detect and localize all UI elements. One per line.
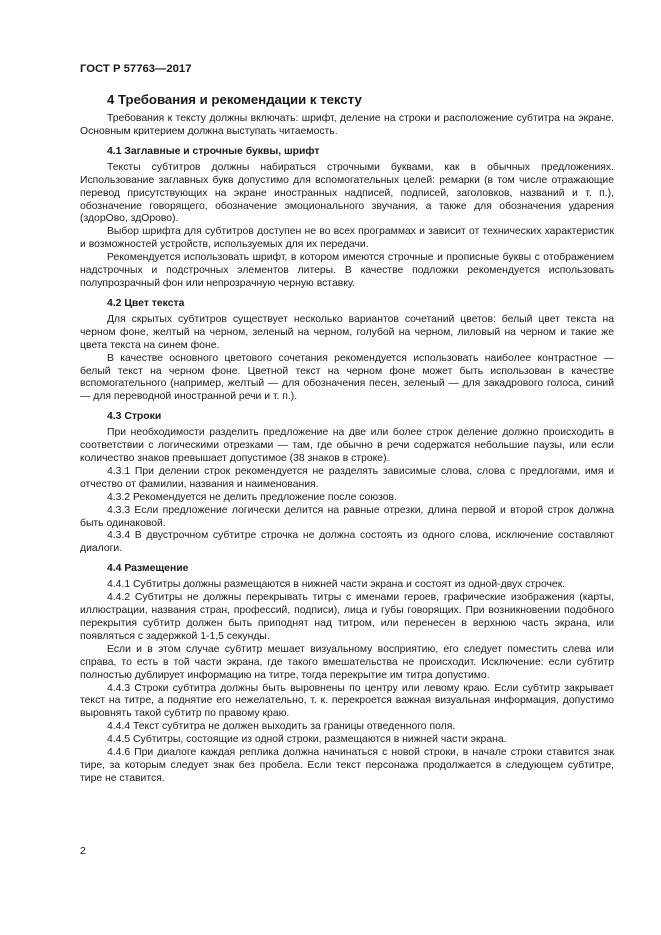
paragraph: Для скрытых субтитров существует несколько вариантов сочетаний цветов: белый цвет текста на черном фоне, желтый на черном, зеленый на черном, голубой на черном, лиловый на черном и такие же цвета текста на синем фоне. (80, 313, 614, 351)
subsection-title-4-4: 4.4 Размещение (107, 563, 189, 575)
paragraph: В качестве основного цветового сочетания рекомендуется использовать наиболее контрастное — белый текст на черном фоне. Цветной текст на черном фоне может быть использован в качестве вспомогательного (например, желтый — для обозначения песен, зеленый — для закадрового голоса, синий — для переводной иностранной речи и т. п.). (80, 352, 614, 403)
paragraph: 4.3.3 Если предложение логически делится на равные отрезки, длина первой и второй строк должна быть одинаковой. (80, 504, 614, 529)
paragraph: 4.4.6 При диалоге каждая реплика должна начинаться с новой строки, в начале строки ставится знак тире, за которым следует знак без пробела. Если текст персонажа продолжается в следующем субтитре, тире не ставится. (80, 747, 614, 784)
section-intro: Требования к тексту должны включать: шрифт, деление на строки и расположение субтитра на экране. Основным критерием должна выступать читаемость. (80, 113, 614, 137)
paragraph: 4.4.4 Текст субтитра не должен выходить за границы отведенного поля. (107, 721, 456, 733)
paragraph: При необходимости разделить предложение на две или более строк деление должно происходить в соответствии с логическими отрезками — там, где обычно в речи содержатся небольшие паузы, или если количество знаков превышает допустимое (38 знаков в строке). (80, 427, 614, 465)
page-content (80, 92, 614, 786)
paragraph: Выбор шрифта для субтитров доступен не во всех программах и зависит от технических характеристик и возможностей устройств, используемых для их передачи. (80, 226, 614, 251)
paragraph: 4.3.2 Рекомендуется не делить предложение после союзов. (107, 491, 397, 503)
standard-header: ГОСТ Р 57763—2017 (80, 63, 192, 75)
subsection-title-4-3: 4.3 Строки (107, 411, 162, 423)
subsection-title-4-2: 4.2 Цвет текста (107, 297, 185, 309)
paragraph: Если и в этом случае субтитр мешает визуальному восприятию, его следует поместить слева или справа, то есть в той части экрана, где такого вмешательства не происходит. Исключение: если субтитр полностью дублирует информацию на титре, тогда перекрытие им титра допустимо. (80, 643, 614, 681)
paragraph: Тексты субтитров должны набираться строчными буквами, как в обычных предложениях. Использование заглавных букв допустимо для вспомогательных целей: ремарки (в том числе отражающие перевод присутствующих на экране иностранных надписей, подписей, заголовков, названий и т. п.), обозначение говорящего, обозначение эмоционального звучания, а также для обозначения ударения (здорОво, здОрово). (80, 161, 614, 225)
paragraph: 4.4.1 Субтитры должны размещаются в нижней части экрана и состоят из одной-двух строчек. (107, 579, 566, 591)
page-number: 2 (80, 846, 86, 857)
paragraph: 4.4.2 Субтитры не должны перекрывать титры с именами героев, графические изображения (карты, иллюстрации, названия стран, профессий, подписи), лица и губы говорящих. При возникновении подобного перекрытия субтитр должен быть приподнят над титром, или перенесен в верхнюю часть экрана, или появляться с задержкой 1-1,5 секунды. (80, 592, 614, 642)
paragraph: 4.4.5 Субтитры, состоящие из одной строки, размещаются в нижней части экрана. (107, 734, 507, 746)
paragraph: Рекомендуется использовать шрифт, в котором имеются строчные и прописные буквы с отображением надстрочных и подстрочных элементов литеры. В качестве подложки рекомендуется использовать полупрозрачный фон или непрозрачную черную вставку. (80, 252, 614, 289)
paragraph: 4.3.4 В двустрочном субтитре строчка не должна состоять из одного слова, исключение составляют диалоги. (80, 530, 614, 555)
subsection-title-4-1: 4.1 Заглавные и строчные буквы, шрифт (107, 145, 320, 157)
section-title: 4 Требования и рекомендации к тексту (107, 92, 362, 107)
paragraph: 4.3.1 При делении строк рекомендуется не разделять зависимые слова, слова с предлогами, имя и отчество от фамилии, названия и наименования. (80, 465, 614, 490)
paragraph: 4.4.3 Строки субтитра должны быть выровнены по центру или левому краю. Если субтитр закрывает текст на титре, а поднятие его нежелательно, т. к. перекроется важная визуальная информация, допустимо выровнять такой субтитр по правому краю. (80, 682, 614, 720)
